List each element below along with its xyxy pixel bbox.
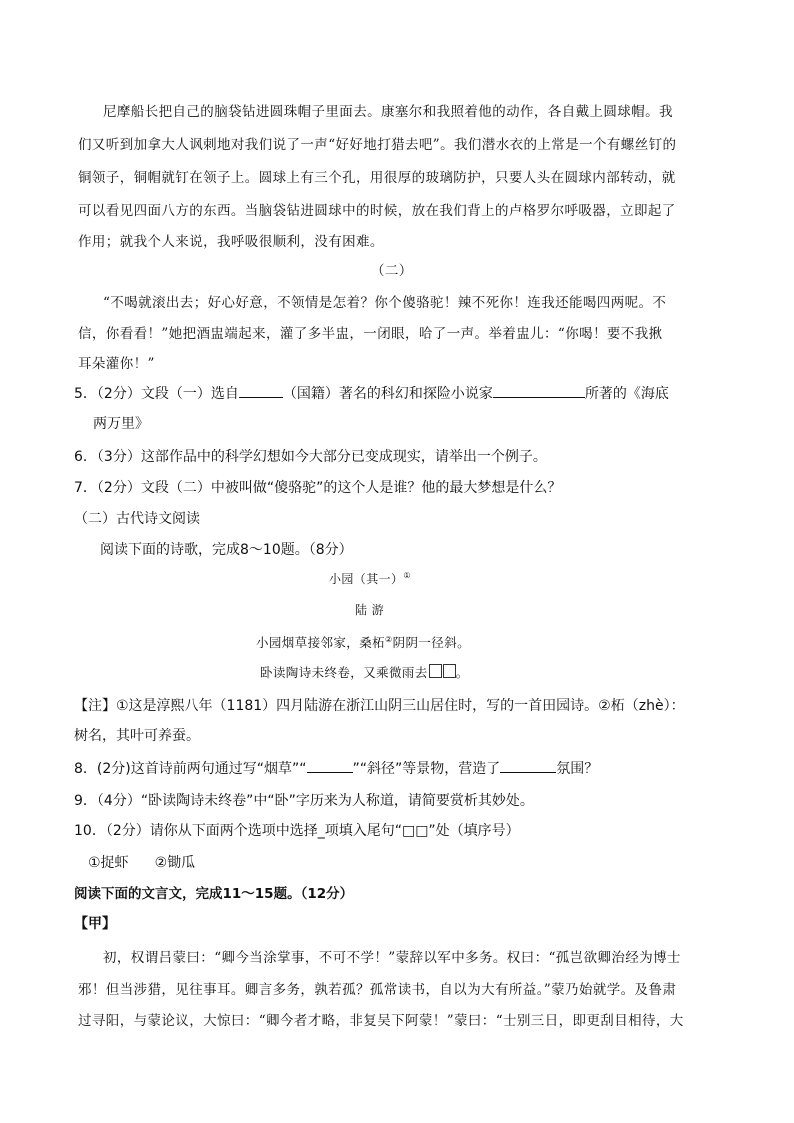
footnote-marker: ② (385, 634, 393, 644)
section-poetry-heading: （二）古代诗文阅读 (74, 511, 200, 527)
poem-note-line-1: 【注】①这是淳熙八年（1181）四月陆游在浙江山阴三山居住时，写的一首田园诗。②柘（zhè）： (74, 698, 685, 714)
passage2-line-1: “不喝就滚出去；好心好意，不领情是怎着？你个傻骆驼！辣不死你！连我还能喝四两呢。不 (103, 295, 667, 311)
question-10: 10．（2分）请你从下面两个选项中选择_项填入尾句“□□”处（填序号） (74, 823, 520, 839)
poem-line-1-b: 阴阴一径斜。 (392, 635, 470, 650)
poem-note-line-2: 树名，其叶可养蚕。 (74, 728, 200, 744)
poem-title (329, 570, 411, 587)
classical-intro: 阅读下面的文言文，完成11～15题。（12分） (74, 886, 354, 902)
passage1-line-4: 可以看见四面八方的东西。当脑袋钻进圆球中的时候，放在我们背上的卢格罗尔呼吸器，立即起了 (78, 203, 676, 219)
classical-line-3: 过寻阳，与蒙论议，大惊曰：“卿今者才略，非复吴下阿蒙！”蒙曰：“士别三日，即更刮目相待，大 (78, 1013, 684, 1029)
question-9: 9．（4分）“卧读陶诗未终卷”中“卧”字历来为人称道，请简要赏析其妙处。 (74, 793, 534, 809)
poem-title-text: 小园（其一） (329, 572, 404, 586)
question-5 (74, 383, 669, 403)
question-7: 7．（2分）文段（二）中被叫做“傻骆驼”的这个人是谁？他的最大梦想是什么？ (74, 480, 562, 496)
question-8-part1: 8．(2分)这首诗前两句通过写“烟草”“ (74, 761, 307, 777)
classical-line-1: 初，权谓吕蒙曰：“卿今当涂掌事，不可不学！”蒙辞以军中多务。权曰：“孤岂欲卿治经为博士 (103, 950, 681, 966)
passage1-line-1: 尼摩船长把自己的脑袋钻进圆珠帽子里面去。康塞尔和我照着他的动作，各自戴上圆球帽。我 (103, 104, 673, 120)
classical-line-2: 邪！但当涉猎，见往事耳。卿言多务，孰若孤？孤常读书，自以为大有所益。”蒙乃始就学。及鲁肃 (78, 982, 677, 998)
answer-box[interactable] (429, 664, 442, 678)
passage2-line-2: 信，你看看！”她把酒盅端起来，灌了多半盅，一闭眼，哈了一声。举着盅儿：“你喝！要不我揪 (78, 326, 663, 342)
question-8 (74, 758, 598, 778)
question-5-line-2: 两万里》 (93, 416, 149, 432)
poem-line-2-text: 卧读陶诗未终卷，又乘微雨去 (260, 665, 428, 680)
question-5-part2: （国籍）著名的科幻和探险小说家 (282, 386, 493, 402)
question-6: 6．（3分）这部作品中的科学幻想如今大部分已变成现实，请举出一个例子。 (74, 449, 547, 465)
passage1-line-5: 作用；就我个人来说，我呼吸很顺利，没有困难。 (78, 234, 384, 250)
answer-blank[interactable] (500, 758, 556, 773)
question-5-part1: 5．（2分）文段（一）选自 (74, 386, 239, 402)
passage1-line-2: 们又听到加拿大人讽刺地对我们说了一声“好好地打猎去吧”。我们潜水衣的上常是一个有螺丝钉的 (78, 137, 677, 153)
question-5-part3: 所著的《海底 (584, 386, 669, 402)
answer-blank[interactable] (307, 758, 353, 773)
poem-author: 陆 游 (355, 603, 385, 617)
question-10-options (88, 852, 195, 872)
question-8-part2: ”“斜径”等景物，营造了 (352, 761, 501, 777)
question-8-part3: 氛围？ (556, 761, 599, 777)
option-a: ①捉虾 (88, 855, 129, 871)
option-b: ②锄瓜 (154, 855, 196, 871)
section-heading-2: （二） (371, 263, 413, 279)
answer-blank[interactable] (493, 383, 585, 398)
poem-line-2: 卧读陶诗未终卷，又乘微雨去 。 (260, 665, 469, 680)
jia-label: 【甲】 (74, 916, 116, 932)
footnote-marker: ① (403, 571, 411, 580)
poem-line-1-a: 小园烟草接邻家，桑柘 (256, 635, 386, 650)
poetry-intro: 阅读下面的诗歌，完成8～10题。（8分） (100, 542, 353, 558)
poem-line-1 (256, 633, 470, 651)
passage1-line-3: 铜领子，铜帽就钉在领子上。圆球上有三个孔，用很厚的玻璃防护，只要人头在圆球内部转动，就 (78, 170, 676, 186)
answer-box[interactable] (443, 664, 456, 678)
passage2-line-3: 耳朵灌你！” (78, 356, 155, 372)
answer-blank[interactable] (239, 383, 283, 398)
